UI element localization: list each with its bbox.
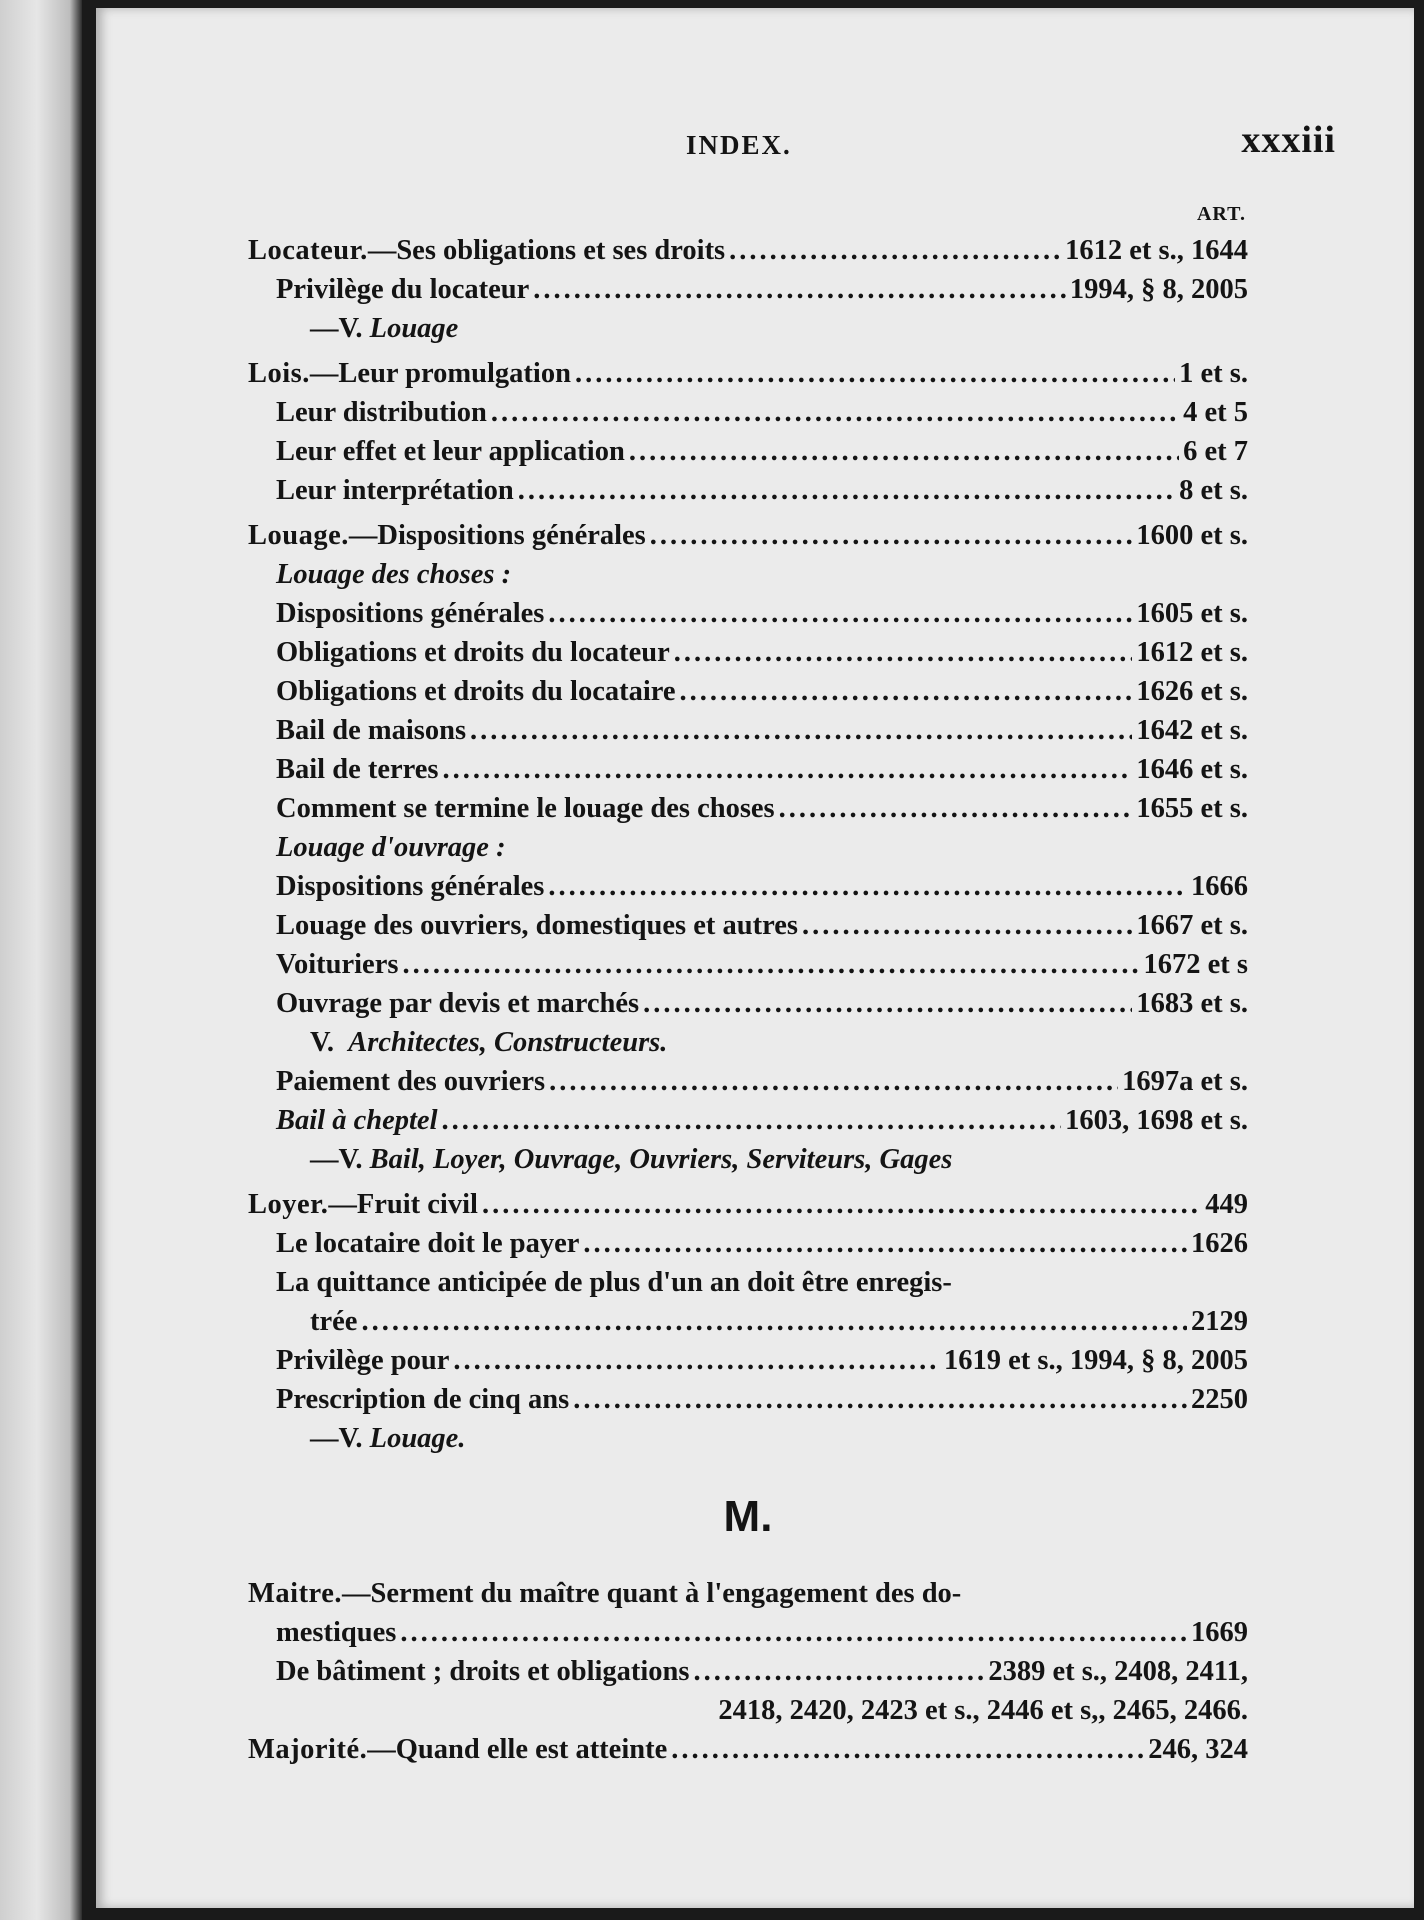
leader-dots bbox=[491, 393, 1179, 432]
subentry-label: La quittance anticipée de plus d'un an doit être enregis- bbox=[276, 1267, 952, 1298]
subentry-label: Privilège pour bbox=[276, 1345, 450, 1376]
subentry-label: Le locataire doit le payer bbox=[276, 1228, 580, 1259]
leader-dots bbox=[779, 789, 1133, 828]
index-subentry bbox=[248, 393, 1248, 432]
leader-dots bbox=[629, 432, 1179, 471]
article-ref: 1669 bbox=[1191, 1617, 1248, 1648]
see-also-reference: —V. Louage. bbox=[310, 1423, 466, 1454]
index-entries bbox=[248, 203, 1248, 1769]
index-subentry bbox=[248, 1652, 1248, 1691]
leader-dots bbox=[470, 711, 1132, 750]
art-column-label: ART. bbox=[1196, 203, 1246, 225]
leader-dots bbox=[680, 672, 1133, 711]
leader-dots bbox=[549, 1062, 1118, 1101]
book-spine bbox=[0, 0, 82, 1920]
subentry-label: Bail de terres bbox=[276, 754, 439, 785]
entry-text: —Dispositions générales bbox=[348, 520, 646, 551]
section-letter: M. bbox=[723, 1492, 773, 1541]
subentry-label: Ouvrage par devis et marchés bbox=[276, 988, 640, 1019]
subsection-heading: Louage d'ouvrage : bbox=[276, 832, 506, 863]
index-subentry bbox=[248, 432, 1248, 471]
article-ref: 1667 et s. bbox=[1136, 910, 1248, 941]
subentry-label: Leur distribution bbox=[276, 397, 487, 428]
entry-keyword: Maitre. bbox=[248, 1578, 342, 1609]
article-ref: 1672 et s bbox=[1143, 949, 1248, 980]
article-ref: 1642 et s. bbox=[1136, 715, 1248, 746]
article-ref: 246, 324 bbox=[1148, 1734, 1248, 1765]
index-subentry bbox=[248, 867, 1248, 906]
subentry-label: Bail de maisons bbox=[276, 715, 467, 746]
entry-keyword: Louage. bbox=[248, 520, 349, 551]
leader-dots bbox=[453, 1341, 940, 1380]
page-header bbox=[96, 118, 1414, 168]
article-ref: 1697a et s. bbox=[1122, 1066, 1248, 1097]
entry-text: —Ses obligations et ses droits bbox=[367, 235, 726, 266]
leader-dots bbox=[694, 1652, 985, 1691]
subentry-label: Dispositions générales bbox=[276, 871, 545, 902]
article-ref: 1626 et s. bbox=[1136, 676, 1248, 707]
entry-keyword: Loyer. bbox=[248, 1189, 329, 1220]
subentry-label: Leur effet et leur application bbox=[276, 436, 625, 467]
entry-text: —Leur promulgation bbox=[309, 358, 571, 389]
article-ref-continued: 2418, 2420, 2423 et s., 2446 et s,, 2465, 2466. bbox=[718, 1695, 1248, 1726]
leader-dots bbox=[729, 231, 1061, 270]
article-ref: 2129 bbox=[1191, 1306, 1248, 1337]
index-subentry bbox=[248, 1101, 1248, 1140]
article-ref: 1666 bbox=[1191, 871, 1248, 902]
article-ref: 1612 et s. bbox=[1136, 637, 1248, 668]
leader-dots bbox=[802, 906, 1132, 945]
subentry-label: Prescription de cinq ans bbox=[276, 1384, 570, 1415]
index-subentry bbox=[248, 633, 1248, 672]
article-ref: 8 et s. bbox=[1179, 475, 1248, 506]
article-ref: 1 et s. bbox=[1179, 358, 1248, 389]
article-ref: 4 et 5 bbox=[1183, 397, 1248, 428]
index-entry-locateur bbox=[248, 231, 1248, 270]
index-subentry bbox=[248, 471, 1248, 510]
see-also-reference: V. Architectes, Constructeurs. bbox=[310, 1027, 668, 1058]
index-subentry bbox=[248, 711, 1248, 750]
see-also-reference: —V. Bail, Loyer, Ouvrage, Ouvriers, Serviteurs, Gages bbox=[310, 1144, 953, 1175]
leader-dots bbox=[400, 1613, 1187, 1652]
subentry-label: Paiement des ouvriers bbox=[276, 1066, 546, 1097]
article-ref: 1605 et s. bbox=[1136, 598, 1248, 629]
article-ref: 6 et 7 bbox=[1183, 436, 1248, 467]
subentry-label-cont: trée bbox=[310, 1306, 358, 1337]
entry-keyword: Locateur. bbox=[248, 235, 368, 266]
leader-dots bbox=[518, 471, 1175, 510]
see-also-reference: —V. Louage bbox=[310, 313, 459, 344]
subentry-label: Comment se termine le louage des choses bbox=[276, 793, 775, 824]
book-page bbox=[96, 8, 1414, 1908]
article-ref: 1646 et s. bbox=[1136, 754, 1248, 785]
article-ref: 1683 et s. bbox=[1136, 988, 1248, 1019]
subentry-label: Voituriers bbox=[276, 949, 399, 980]
running-title: INDEX. bbox=[686, 130, 792, 160]
article-ref: 1612 et s., 1644 bbox=[1065, 235, 1248, 266]
subentry-label: Obligations et droits du locateur bbox=[276, 637, 670, 668]
index-subentry bbox=[248, 1341, 1248, 1380]
index-entry-maitre bbox=[248, 1574, 1248, 1613]
subentry-label: Bail à cheptel bbox=[276, 1105, 438, 1136]
leader-dots bbox=[671, 1730, 1144, 1769]
index-subentry bbox=[248, 1302, 1248, 1341]
leader-dots bbox=[650, 516, 1133, 555]
article-ref: 2389 et s., 2408, 2411, bbox=[988, 1656, 1248, 1687]
article-ref: 1619 et s., 1994, § 8, 2005 bbox=[944, 1345, 1248, 1376]
index-subentry bbox=[248, 594, 1248, 633]
index-subentry bbox=[248, 945, 1248, 984]
leader-dots bbox=[441, 1101, 1061, 1140]
leader-dots bbox=[548, 594, 1132, 633]
leader-dots bbox=[533, 270, 1066, 309]
subsection-heading: Louage des choses : bbox=[276, 559, 512, 590]
entry-keyword: Lois. bbox=[248, 358, 310, 389]
leader-dots bbox=[402, 945, 1139, 984]
index-entry-loyer bbox=[248, 1185, 1248, 1224]
article-ref: 1994, § 8, 2005 bbox=[1069, 274, 1248, 305]
subentry-label: Dispositions générales bbox=[276, 598, 545, 629]
leader-dots bbox=[674, 633, 1133, 672]
page-number: xxxiii bbox=[1241, 119, 1336, 161]
entry-text: —Serment du maître quant à l'engagement des do- bbox=[341, 1578, 962, 1609]
entry-keyword: Majorité. bbox=[248, 1734, 368, 1765]
index-subentry bbox=[248, 750, 1248, 789]
article-ref: 449 bbox=[1205, 1189, 1248, 1220]
article-ref: 2250 bbox=[1191, 1384, 1248, 1415]
entry-text-cont: mestiques bbox=[276, 1617, 397, 1648]
article-ref: 1655 et s. bbox=[1136, 793, 1248, 824]
article-ref: 1603, 1698 et s. bbox=[1065, 1105, 1248, 1136]
article-ref: 1626 bbox=[1191, 1228, 1248, 1259]
leader-dots bbox=[583, 1224, 1187, 1263]
subentry-label: Leur interprétation bbox=[276, 475, 514, 506]
subentry-label: Louage des ouvriers, domestiques et autres bbox=[276, 910, 798, 941]
index-subentry bbox=[248, 984, 1248, 1023]
subentry-label: De bâtiment ; droits et obligations bbox=[276, 1656, 690, 1687]
leader-dots bbox=[575, 354, 1175, 393]
leader-dots bbox=[443, 750, 1133, 789]
leader-dots bbox=[548, 867, 1187, 906]
entry-text: —Quand elle est atteinte bbox=[367, 1734, 668, 1765]
leader-dots bbox=[573, 1380, 1187, 1419]
index-subentry bbox=[248, 1380, 1248, 1419]
index-subentry bbox=[248, 906, 1248, 945]
leader-dots bbox=[361, 1302, 1187, 1341]
entry-text: —Fruit civil bbox=[328, 1189, 478, 1220]
index-entry-lois bbox=[248, 354, 1248, 393]
subentry-label: Obligations et droits du locataire bbox=[276, 676, 676, 707]
index-subentry bbox=[248, 789, 1248, 828]
article-ref: 1600 et s. bbox=[1136, 520, 1248, 551]
subentry-label: Privilège du locateur bbox=[276, 274, 530, 305]
index-subentry bbox=[248, 1613, 1248, 1652]
leader-dots bbox=[643, 984, 1132, 1023]
index-entry-majorite bbox=[248, 1730, 1248, 1769]
index-subentry bbox=[248, 1062, 1248, 1101]
leader-dots bbox=[482, 1185, 1201, 1224]
index-entry-louage bbox=[248, 516, 1248, 555]
index-subentry bbox=[248, 672, 1248, 711]
index-subentry bbox=[248, 270, 1248, 309]
index-subentry bbox=[248, 1224, 1248, 1263]
